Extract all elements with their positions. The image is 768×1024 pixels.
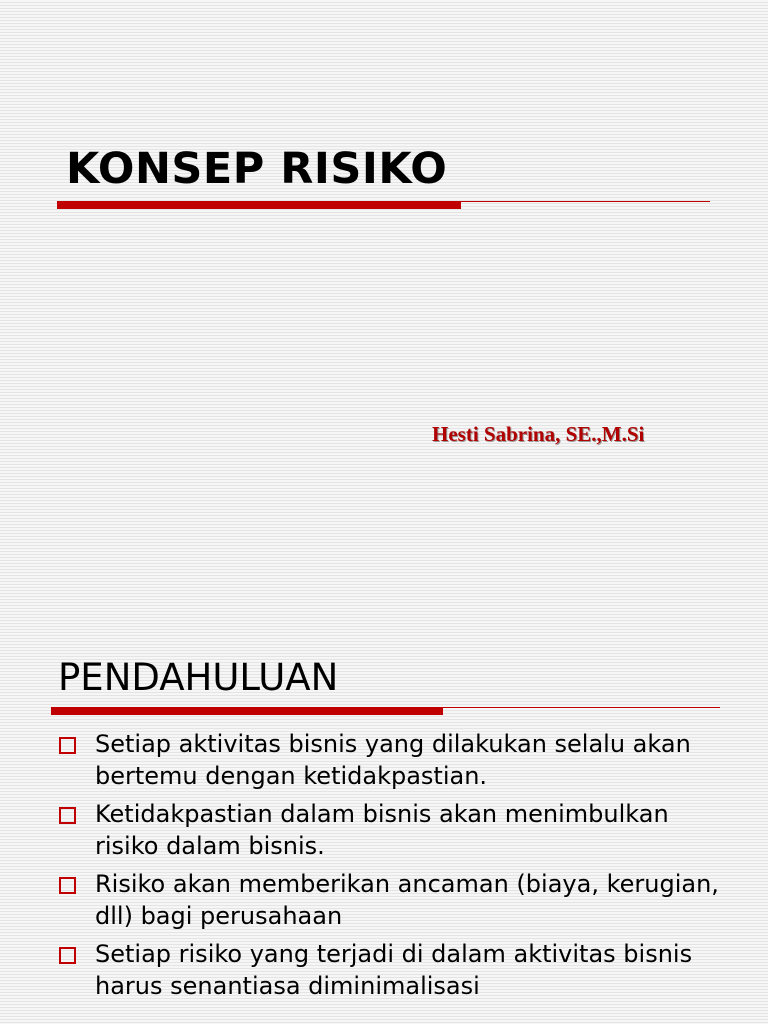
section-heading: PENDAHULUAN <box>58 656 339 699</box>
bullet-item-3 <box>58 868 738 932</box>
bullet-list <box>58 728 738 1008</box>
hollow-square-icon <box>59 947 76 964</box>
hollow-square-icon <box>59 807 76 824</box>
bullet-text: Setiap risiko yang terjadi di dalam aktivitas bisnis harus senantiasa diminimalisasi <box>95 940 693 1000</box>
title-underline-thick <box>57 202 461 209</box>
hollow-square-icon <box>59 737 76 754</box>
bullet-item-1 <box>58 728 738 792</box>
slide-title: KONSEP RISIKO <box>66 144 448 194</box>
bullet-text: Risiko akan memberikan ancaman (biaya, kerugian, dll) bagi perusahaan <box>95 870 719 930</box>
bullet-item-4 <box>58 938 738 1002</box>
bullet-text: Ketidakpastian dalam bisnis akan menimbulkan risiko dalam bisnis. <box>95 800 669 860</box>
bullet-item-2 <box>58 798 738 862</box>
author-name: Hesti Sabrina, SE.,M.Si <box>432 422 645 446</box>
hollow-square-icon <box>59 877 76 894</box>
content-slide <box>0 632 768 1024</box>
heading-underline-thick <box>51 708 443 715</box>
bullet-text: Setiap aktivitas bisnis yang dilakukan selalu akan bertemu dengan ketidakpastian. <box>95 730 691 790</box>
